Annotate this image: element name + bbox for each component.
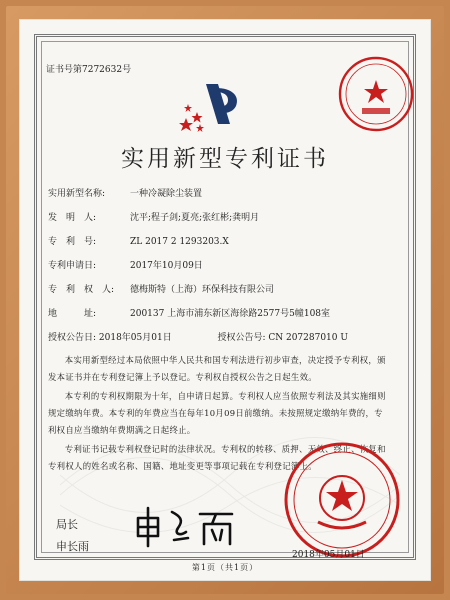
patent-office-logo-icon [170,78,250,138]
director-name: 申长雨 [56,540,89,553]
director-signature [130,500,240,550]
grant-info-row [48,330,348,343]
official-seal-icon [282,440,402,560]
field-patent-number: 专 利 号: ZL 2017 2 1293203.X [48,237,229,247]
certificate-paper [20,20,430,580]
sign-date: 2018年05月01日 [292,550,365,560]
top-seal-icon [336,54,416,134]
body-paragraph-3: 专利证书记载专利权登记时的法律状况。专利权的转移、质押、无效、终止、恢复和专利权人的姓名或名称、国籍、地址变更等事项记载在专利登记簿上。 [48,444,386,471]
director-title: 局长 [56,518,78,531]
field-inventors: 发 明 人: 沈平;程子剑;夏亮;张红彬;龚明月 [48,213,260,223]
field-address: 地 址: 200137 上海市浦东新区海徐路2577号5幢108室 [48,309,331,319]
body-paragraph-2: 本专利的专利权期限为十年，自申请日起算。专利权人应当依照专利法及其实施细则规定缴纳年费。本专利的年费应当在每年10月09日前缴纳。未按照规定缴纳年费的，专利权自应当缴纳年费期满之日起终止。 [48,391,386,435]
body-paragraph-1: 本实用新型经过本局依照中华人民共和国专利法进行初步审查，决定授予专利权，颁发本证书并在专利登记簿上予以登记。专利权自授权公告之日起生效。 [48,355,386,382]
cert-number: 证书号第7272632号 [46,65,132,75]
field-utility-name: 实用新型名称: 一种冷凝除尘装置 [48,189,203,199]
field-patentee: 专 利 权 人: 德梅斯特（上海）环保科技有限公司 [48,285,275,295]
field-application-date: 专利申请日: 2017年10月09日 [48,261,203,271]
certificate-title: 实用新型专利证书 [121,146,329,172]
page-footer: 第1页（共1页） [191,563,259,572]
grant-number: 授权公告号: CN 207287010 U [217,333,348,343]
grant-date: 授权公告日: 2018年05月01日 [48,333,172,343]
